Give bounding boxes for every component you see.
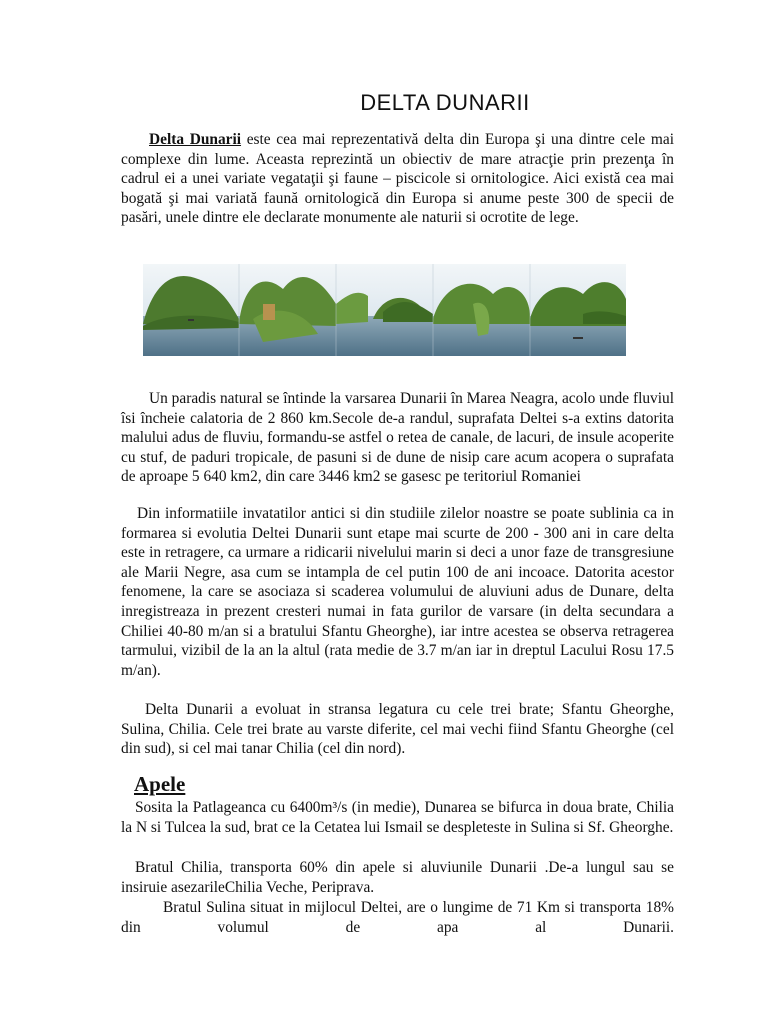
page-title: DELTA DUNARII [360,90,530,115]
intro-paragraph [121,130,674,228]
section-heading-apele: Apele [134,772,186,796]
paragraph-informatii: Din informatiile invatatilor antici si din studiile zilelor noastre se poate sublinia ca in formarea si evolutia Deltei Dunarii sunt etape mai scurte de 200 - 300 ani in care delta este in retragere, ca urmare a ridicarii nivelului marin si deci a unor faze de transgresiune ale Marii Negre, asa cum se intampla de cel putin 100 de ani incoace. Datorita acestor fenomene, la care se asociaza si scaderea volumului de aluviuni adus de Dunare, delta inregistreaza in prezent cresteri numai in fata gurilor de varsare (in delta secundara a Chiliei 40-80 m/an si a bratului Sfantu Gheorghe), iar intre acestea se observa retragerea tarmului, vizibil de la an la altul (rata medie de 3.7 m/an iar in dreptul Lacului Rosu 17.5 m/an). [121,505,674,679]
paragraph-bratul-chilia: Bratul Chilia, transporta 60% din apele si aluviunile Dunarii .De-a lungul sau se insiruie asezarileChilia Veche, Periprava. [121,859,674,896]
delta-photo-strip [143,264,626,356]
paragraph-paradis: Un paradis natural se întinde la varsarea Dunarii în Marea Neagra, acolo unde fluviul îsi încheie calatoria de 2 860 km.Secole de-a randul, suprafata Deltei s-a extins datorita malului adus de fluviu, formandu-se astfel o retea de canale, de lacuri, de insule acoperite cu stuf, de paduri tropicale, de pasuni si de dune de nisip care acum acopera o suprafata de aproape 5 640 km2, din care 3446 km2 se gasesc pe teritoriul Romaniei [121,390,674,486]
paragraph-patlageanca: Sosita la Patlageanca cu 6400m³/s (in medie), Dunarea se bifurca in doua brate, Chilia la N si Tulcea la sud, brat ce la Cetatea lui Ismail se despleteste in Sulina si Sf. Gheorghe. [121,799,674,836]
intro-text: este cea mai reprezentativă delta din Europa şi una dintre cele mai complexe din lume. Aceasta reprezintă un obiectiv de mare atracţie prin prezenţa în cadrul ei a unei variate vegataţii şi faune – piscicole si ornitologice. Aici există cea mai bogată şi mai variată faună ornitologică din Europa si anume peste 300 de specii de pasări, unele dintre ele declarate monumente ale naturii si ocrotite de lege. [121,131,675,227]
delta-landscape-image [143,264,626,356]
intro-lead-term: Delta Dunarii [149,131,242,148]
paragraph-bratul-sulina: Bratul Sulina situat in mijlocul Deltei, are o lungime de 71 Km si transporta 18% din volumul de apa al Dunarii. [121,899,674,936]
paragraph-brate: Delta Dunarii a evoluat in stransa legatura cu cele trei brate; Sfantu Gheorghe, Sulina, Chilia. Cele trei brate au varste diferite, cel mai vechi fiind Sfantu Gheorghe (cel din sud), si cel mai tanar Chilia (cel din nord). [121,701,674,758]
